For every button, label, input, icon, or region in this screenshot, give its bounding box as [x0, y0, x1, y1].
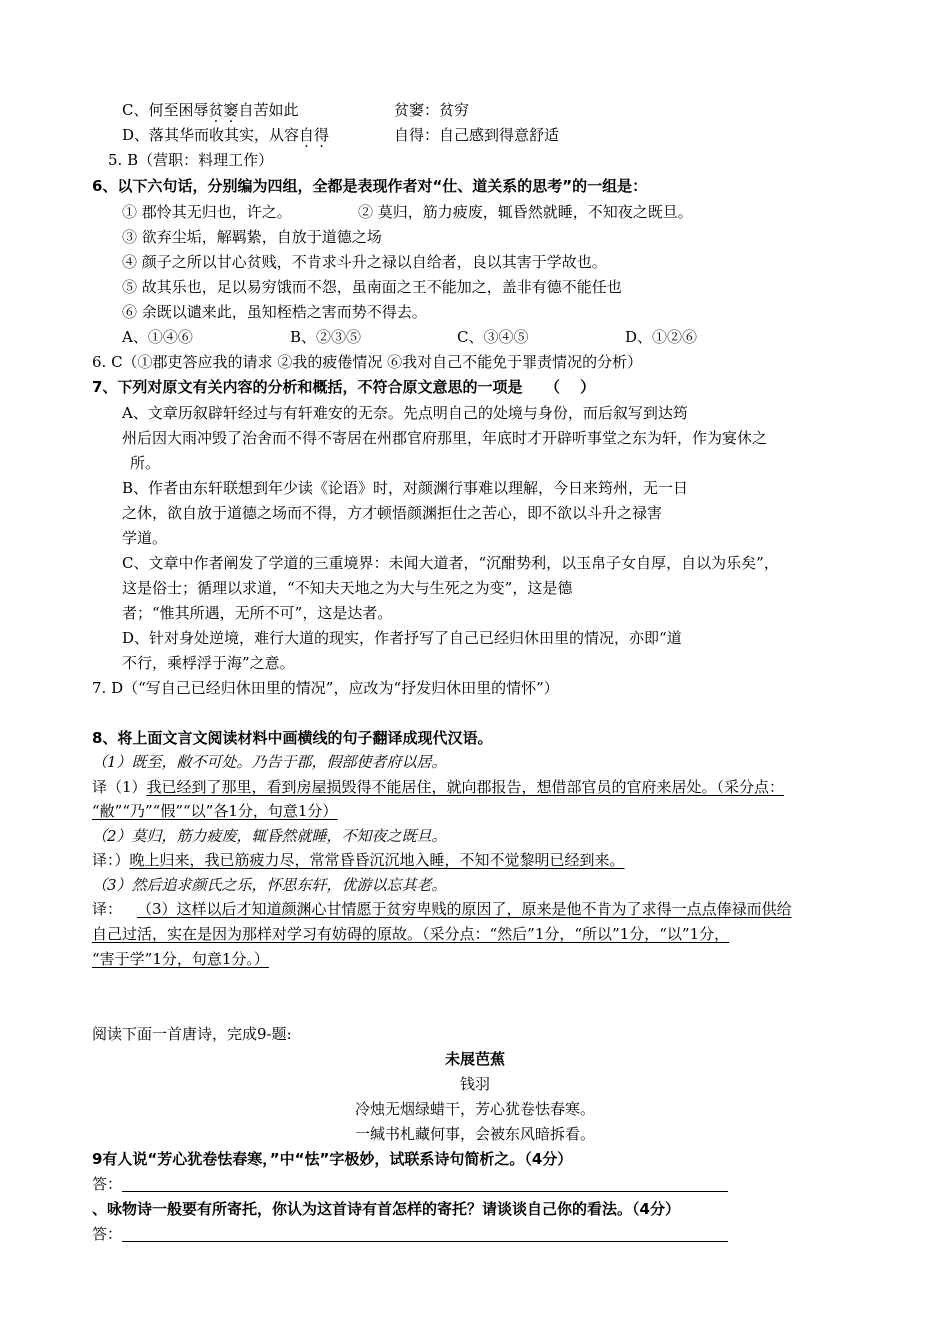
q6-sentence-4: ④ 颜子之所以甘心贫贱，不肯求斗升之禄以自给者，良以其害于学故也。 [122, 253, 607, 271]
q7-option-d-line2: 不行，乘桴浮于海”之意。 [122, 654, 295, 672]
question-9-title: 9有人说“芳心犹卷怯春寒，”中“怯”字极妙，试联系诗句简析之。（4分） [92, 1150, 573, 1168]
q6-option-c: C、③④⑤ [457, 328, 529, 346]
q7-option-b-line1: B、作者由东轩联想到年少读《论语》时，对颜渊行事难以理解，今日来筠州，无一日 [122, 479, 689, 497]
answer-7: 7. D（“写自己已经归休田里的情况”，应改为“抒发归休田里的情怀”） [92, 679, 559, 697]
translation-label: 译：） [92, 851, 130, 869]
question-8-title: 8、将上面文言文阅读材料中画横线的句子翻译成现代汉语。 [92, 729, 493, 747]
answer-5: 5. B（营职：料理工作） [108, 151, 274, 169]
q10-answer-label: 答： [92, 1225, 123, 1243]
poem-line-2: 一缄书札藏何事，会被东风暗拆看。 [354, 1125, 595, 1143]
q8-translation-1-cont: “敝”“乃”“假”“以”各1分，句意1分） [92, 802, 338, 820]
dotted-char: 得 [314, 126, 330, 144]
q8-translation-1 [92, 778, 784, 796]
option-c-gloss: 贫窭：贫穷 [394, 101, 470, 119]
q7-option-a-line3: 所。 [130, 454, 161, 472]
q7-option-d-line1: D、针对身处逆境，难行大道的现实，作者抒写了自己已经归休田里的情况，亦即“道 [122, 629, 682, 647]
q6-option-d: D、①②⑥ [625, 328, 698, 346]
translation-label: 译： [92, 900, 123, 918]
question-7-title: 7、下列对原文有关内容的分析和概括，不符合原文意思的一项是 （ ） [92, 378, 596, 396]
q8-translation-3 [92, 900, 792, 918]
q10-answer-field[interactable] [122, 1241, 728, 1242]
option-d-line [122, 126, 329, 144]
translation-label: 译（1） [92, 778, 147, 796]
answer-6: 6. C（①郡吏答应我的请求 ②我的疲倦情况 ⑥我对自己不能免于罪责情况的分析） [92, 353, 643, 371]
q6-option-b: B、②③⑤ [290, 328, 362, 346]
dotted-char: 贫 [208, 101, 224, 119]
q7-option-c-line1: C、文章中作者阐发了学道的三重境界：未闻大道者，“沉酣势利，以玉帛子女自厚，自以为乐矣”， [122, 554, 779, 572]
option-c-prefix: C、何至困辱 [122, 101, 209, 119]
q7-option-a-line1: A、文章历叙辟轩经过与有轩难安的无奈。先点明自己的处境与身份，而后叙写到达筠 [122, 404, 688, 422]
translation-text: 晚上归来，我已筋疲力尽，常常昏昏沉沉地入睡，不知不觉黎明已经到来。 [129, 851, 625, 869]
dotted-char: 自 [299, 126, 315, 144]
question-10-title: 、咏物诗一般要有所寄托，你认为这首诗有首怎样的寄托？请谈谈自己你的看法。（4分） [92, 1200, 680, 1218]
question-6-title: 6、以下六句话，分别编为四组，全都是表现作者对“仕、道关系的思考”的一组是： [92, 177, 648, 195]
q6-sentence-6: ⑥ 余既以谴来此，虽知桎梏之害而势不得去。 [122, 303, 427, 321]
q8-passage-1: （1）既至，敝不可处。乃告于郡，假部使者府以居。 [92, 753, 447, 771]
option-d-prefix: D、落其华而收其实，从容 [122, 126, 300, 144]
q8-passage-2: （2）莫归，筋力疲废，辄昏然就睡，不知夜之既旦。 [92, 827, 447, 845]
q9-answer-label: 答： [92, 1175, 123, 1193]
poem-intro: 阅读下面一首唐诗，完成9-题: [92, 1025, 292, 1043]
q8-translation-2 [92, 851, 625, 869]
q8-translation-3-cont2: “害于学”1分，句意1分。） [92, 950, 269, 968]
poem-line-1: 冷烛无烟绿蜡干，芳心犹卷怯春寒。 [354, 1100, 595, 1118]
q7-option-c-line2: 这是俗士；循理以求道，“不知夫天地之为大与生死之为变”，这是德 [122, 579, 573, 597]
poem-title: 未展芭蕉 [444, 1050, 505, 1068]
q7-option-b-line2: 之休，欲自放于道德之场而不得，方才顿悟颜渊拒仕之苦心，即不欲以斗升之禄害 [122, 504, 663, 522]
option-c-suffix: 自苦如此 [238, 101, 299, 119]
q7-option-c-line3: 者；“惟其所遇，无所不可”，这是达者。 [122, 604, 393, 622]
translation-text: （3）这样以后才知道颜渊心甘情愿于贫穷卑贱的原因了，原来是他不肯为了求得一点点俸禄而供给 [137, 900, 792, 918]
q7-option-b-line3: 学道。 [122, 529, 168, 547]
q6-sentence-2: ② 莫归，筋力疲废，辄昏然就睡，不知夜之既旦。 [358, 203, 693, 221]
option-c-line [122, 101, 299, 119]
q9-answer-field[interactable] [122, 1191, 728, 1192]
q6-option-a: A、①④⑥ [122, 328, 193, 346]
q6-sentence-5: ⑤ 故其乐也，足以易穷饿而不怨，虽南面之王不能加之，盖非有德不能任也 [122, 278, 622, 296]
q7-option-a-line2: 州后因大雨冲毁了治舍而不得不寄居在州郡官府那里，年底时才开辟听事堂之东为轩，作为宴休之 [122, 429, 768, 447]
q6-sentence-3: ③ 欲弃尘垢，解羁絷，自放于道德之场 [122, 228, 382, 246]
q6-sentence-1: ① 郡怜其无归也，许之。 [122, 203, 292, 221]
q8-translation-3-cont1: 自己过活，实在是因为那样对学习有妨碍的原故。（采分点：“然后”1分，“所以”1分，“以”1分， [92, 925, 730, 943]
dotted-char: 窭 [223, 101, 239, 119]
option-d-gloss: 自得：自己感到得意舒适 [394, 126, 560, 144]
q8-passage-3: （3）然后追求颜氏之乐，怀思东轩，优游以忘其老。 [92, 876, 447, 894]
translation-text: 我已经到了那里，看到房屋损毁得不能居住，就向郡报告，想借部官员的官府来居处。（采分点： [146, 778, 785, 796]
poem-author: 钱羽 [459, 1075, 490, 1093]
